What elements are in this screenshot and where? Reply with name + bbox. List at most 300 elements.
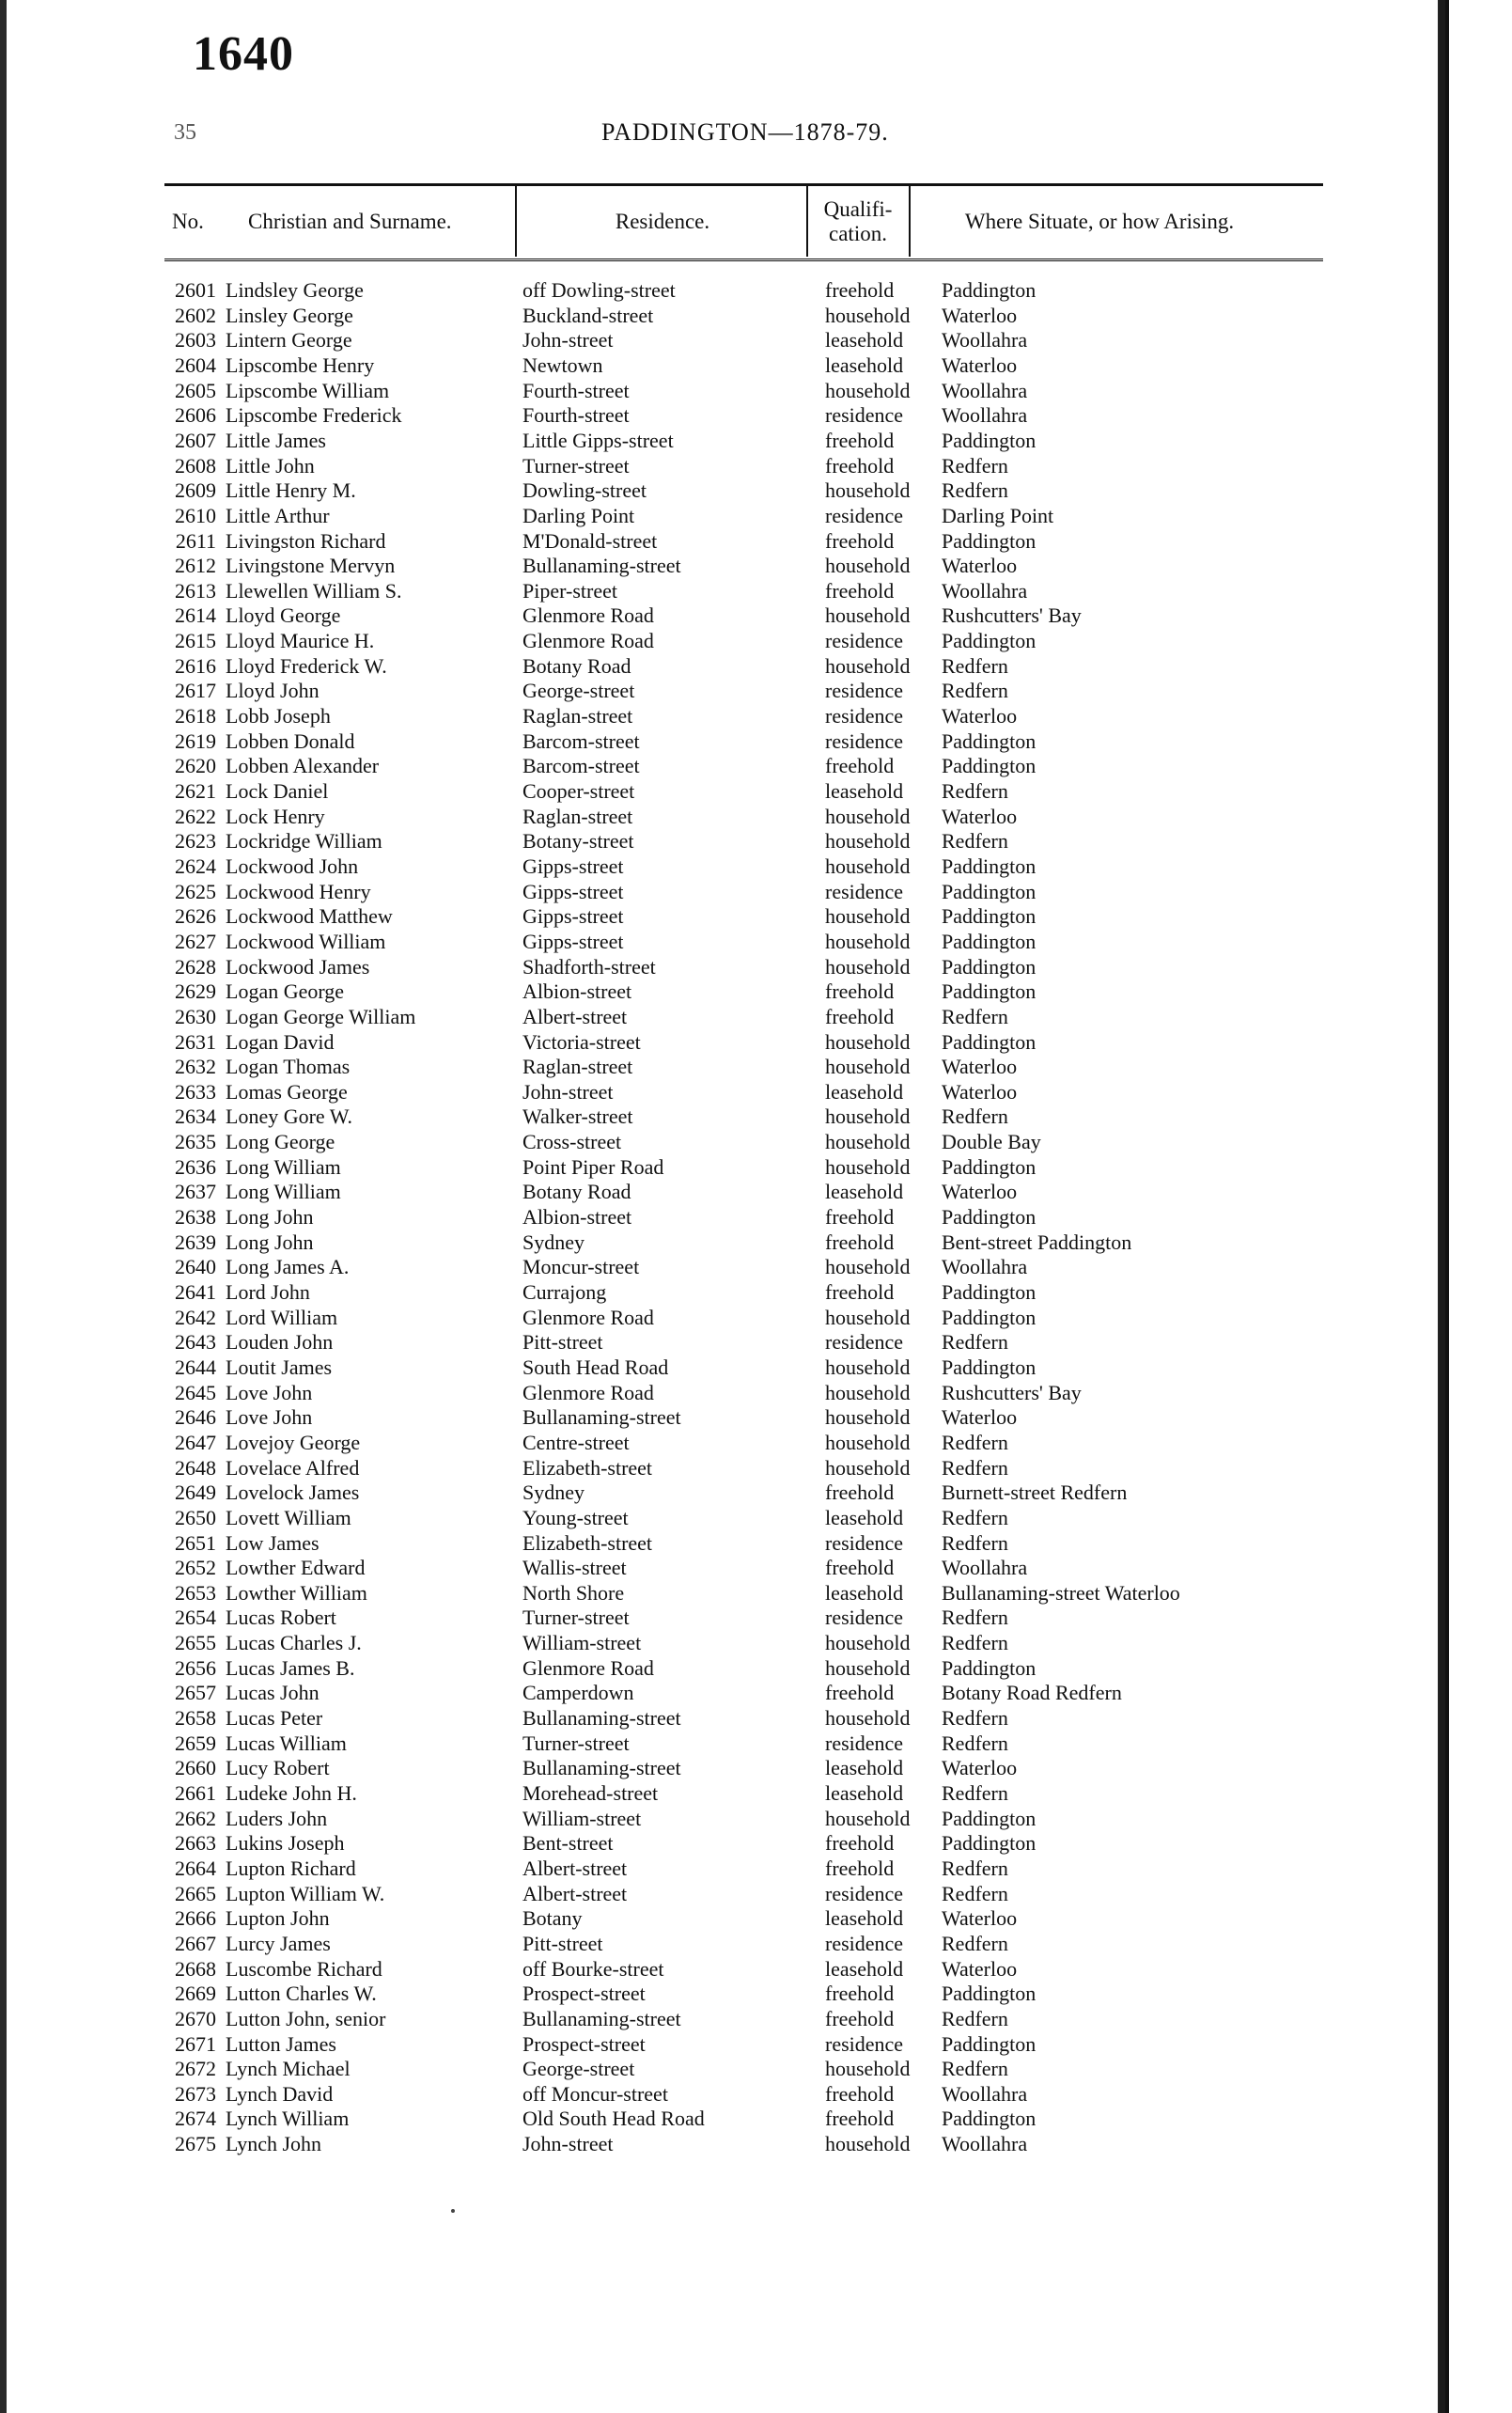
where-situate: Paddington bbox=[942, 904, 1037, 928]
elector-name: Llewellen William S. bbox=[226, 579, 402, 603]
qualification: freehold bbox=[825, 579, 895, 603]
qualification: leasehold bbox=[825, 1581, 904, 1605]
residence: Cooper-street bbox=[522, 779, 635, 803]
elector-name: Lockwood Matthew bbox=[226, 904, 393, 928]
qualification: household bbox=[825, 1456, 911, 1480]
where-situate: Paddington bbox=[942, 1155, 1037, 1179]
entry-number: 2658 bbox=[175, 1706, 216, 1730]
residence: Botany Road bbox=[522, 654, 631, 678]
entry-number: 2649 bbox=[175, 1481, 216, 1504]
where-situate: Redfern bbox=[942, 1932, 1008, 1955]
residence: Albert-street bbox=[522, 1857, 628, 1880]
qualification: leasehold bbox=[825, 1180, 904, 1203]
qualification: residence bbox=[825, 1731, 904, 1755]
header-top-rule bbox=[164, 183, 1323, 186]
entry-number: 2665 bbox=[175, 1882, 216, 1905]
entry-number: 2647 bbox=[175, 1431, 216, 1454]
entry-number: 2652 bbox=[175, 1556, 216, 1579]
entry-number: 2602 bbox=[175, 304, 216, 327]
entry-number: 2663 bbox=[175, 1831, 216, 1855]
residence: South Head Road bbox=[522, 1355, 669, 1379]
elector-name: Louden John bbox=[226, 1330, 334, 1354]
qualification: freehold bbox=[825, 2107, 895, 2130]
entry-number: 2655 bbox=[175, 1631, 216, 1654]
where-situate: Redfern bbox=[942, 1431, 1008, 1454]
where-situate: Paddington bbox=[942, 629, 1037, 652]
entry-number: 2612 bbox=[175, 554, 216, 577]
elector-name: Logan David bbox=[226, 1030, 335, 1054]
residence: Raglan-street bbox=[522, 704, 633, 728]
qualification: freehold bbox=[825, 754, 895, 777]
residence: Point Piper Road bbox=[522, 1155, 664, 1179]
elector-name: Lloyd John bbox=[226, 679, 320, 702]
qualification: household bbox=[825, 955, 911, 979]
qualification: freehold bbox=[825, 1005, 895, 1028]
entry-number: 2604 bbox=[175, 353, 216, 377]
elector-name: Lurcy James bbox=[226, 1932, 331, 1955]
entry-number: 2601 bbox=[175, 278, 216, 302]
entry-number: 2607 bbox=[175, 429, 216, 452]
entry-number: 2659 bbox=[175, 1731, 216, 1755]
residence: Shadforth-street bbox=[522, 955, 656, 979]
scan-left-edge bbox=[0, 0, 7, 2413]
entry-number: 2640 bbox=[175, 1255, 216, 1278]
residence: George-street bbox=[522, 2057, 635, 2080]
where-situate: Woollahra bbox=[942, 2132, 1028, 2155]
where-situate: Redfern bbox=[942, 2007, 1008, 2030]
where-situate: Redfern bbox=[942, 1606, 1008, 1629]
qualification: residence bbox=[825, 2032, 904, 2056]
adjacent-page-strip bbox=[1445, 0, 1512, 2413]
qualification: residence bbox=[825, 1882, 904, 1905]
entry-number: 2616 bbox=[175, 654, 216, 678]
entry-number: 2606 bbox=[175, 403, 216, 427]
where-situate: Paddington bbox=[942, 880, 1037, 903]
residence: Glenmore Road bbox=[522, 629, 654, 652]
residence: North Shore bbox=[522, 1581, 625, 1605]
entry-number: 2657 bbox=[175, 1681, 216, 1704]
entry-number: 2620 bbox=[175, 754, 216, 777]
residence: William-street bbox=[522, 1807, 642, 1830]
entry-number: 2666 bbox=[175, 1906, 216, 1930]
where-situate: Rushcutters' Bay bbox=[942, 603, 1082, 627]
elector-name: Lindsley George bbox=[226, 278, 364, 302]
residence: M'Donald-street bbox=[522, 529, 658, 553]
elector-name: Little Henry M. bbox=[226, 478, 356, 502]
qualification: freehold bbox=[825, 1205, 895, 1229]
elector-name: Lobben Alexander bbox=[226, 754, 380, 777]
residence: Dowling-street bbox=[522, 478, 647, 502]
where-situate: Paddington bbox=[942, 2107, 1037, 2130]
residence: Cross-street bbox=[522, 1130, 622, 1153]
where-situate: Woollahra bbox=[942, 379, 1028, 402]
where-situate: Woollahra bbox=[942, 403, 1028, 427]
qualification: leasehold bbox=[825, 1080, 904, 1104]
residence: Camperdown bbox=[522, 1681, 634, 1704]
elector-name: Ludeke John H. bbox=[226, 1781, 357, 1805]
where-situate: Redfern bbox=[942, 1706, 1008, 1730]
residence: Botany-street bbox=[522, 829, 634, 853]
qualification: residence bbox=[825, 1330, 904, 1354]
qualification: freehold bbox=[825, 1831, 895, 1855]
entry-number: 2630 bbox=[175, 1005, 216, 1028]
header-name: Christian and Surname. bbox=[248, 210, 452, 233]
residence: Wallis-street bbox=[522, 1556, 627, 1579]
residence: Albert-street bbox=[522, 1882, 628, 1905]
residence: Albert-street bbox=[522, 1005, 628, 1028]
where-situate: Waterloo bbox=[942, 353, 1018, 377]
residence: Raglan-street bbox=[522, 1055, 633, 1078]
qualification: freehold bbox=[825, 979, 895, 1003]
entry-number: 2631 bbox=[175, 1030, 216, 1054]
where-situate: Waterloo bbox=[942, 1080, 1018, 1104]
entry-number: 2629 bbox=[175, 979, 216, 1003]
entry-number: 2608 bbox=[175, 454, 216, 478]
elector-name: Lucas John bbox=[226, 1681, 320, 1704]
residence: Botany Road bbox=[522, 1180, 631, 1203]
qualification: household bbox=[825, 2057, 911, 2080]
where-situate: Waterloo bbox=[942, 304, 1018, 327]
entry-number: 2675 bbox=[175, 2132, 216, 2155]
entry-number: 2645 bbox=[175, 1381, 216, 1404]
header-residence: Residence. bbox=[615, 210, 710, 233]
residence: off Bourke-street bbox=[522, 1957, 664, 1981]
entry-number: 2633 bbox=[175, 1080, 216, 1104]
elector-name: Lockridge William bbox=[226, 829, 382, 853]
residence: off Moncur-street bbox=[522, 2082, 668, 2106]
elector-name: Lucas Peter bbox=[226, 1706, 323, 1730]
elector-name: Long James A. bbox=[226, 1255, 350, 1278]
elector-name: Lukins Joseph bbox=[226, 1831, 345, 1855]
qualification: household bbox=[825, 805, 911, 828]
qualification: freehold bbox=[825, 1280, 895, 1304]
elector-name: Long John bbox=[226, 1205, 314, 1229]
elector-name: Lynch John bbox=[226, 2132, 322, 2155]
elector-name: Lovejoy George bbox=[226, 1431, 361, 1454]
where-situate: Paddington bbox=[942, 278, 1037, 302]
where-situate: Woollahra bbox=[942, 1255, 1028, 1278]
entry-number: 2660 bbox=[175, 1756, 216, 1779]
entry-number: 2628 bbox=[175, 955, 216, 979]
elector-name: Lovelock James bbox=[226, 1481, 360, 1504]
qualification: leasehold bbox=[825, 328, 904, 352]
where-situate: Paddington bbox=[942, 1807, 1037, 1830]
residence: Fourth-street bbox=[522, 379, 630, 402]
qualification: household bbox=[825, 554, 911, 577]
where-situate: Redfern bbox=[942, 2057, 1008, 2080]
entry-number: 2619 bbox=[175, 729, 216, 753]
elector-name: Lloyd Frederick W. bbox=[226, 654, 387, 678]
where-situate: Redfern bbox=[942, 1857, 1008, 1880]
qualification: leasehold bbox=[825, 353, 904, 377]
qualification: freehold bbox=[825, 529, 895, 553]
entry-number: 2609 bbox=[175, 478, 216, 502]
qualification: household bbox=[825, 478, 911, 502]
elector-name: Linsley George bbox=[226, 304, 353, 327]
qualification: leasehold bbox=[825, 1781, 904, 1805]
residence: Albion-street bbox=[522, 979, 632, 1003]
residence: Bullanaming-street bbox=[522, 1706, 681, 1730]
qualification: household bbox=[825, 930, 911, 953]
qualification: household bbox=[825, 1706, 911, 1730]
elector-name: Lovelace Alfred bbox=[226, 1456, 360, 1480]
qualification: freehold bbox=[825, 1857, 895, 1880]
where-situate: Redfern bbox=[942, 679, 1008, 702]
where-situate: Redfern bbox=[942, 1531, 1008, 1555]
elector-name: Lobben Donald bbox=[226, 729, 355, 753]
qualification: household bbox=[825, 603, 911, 627]
residence: John-street bbox=[522, 2132, 614, 2155]
entry-number: 2641 bbox=[175, 1280, 216, 1304]
where-situate: Redfern bbox=[942, 1005, 1008, 1028]
residence: Turner-street bbox=[522, 1731, 630, 1755]
residence: Elizabeth-street bbox=[522, 1456, 653, 1480]
qualification: residence bbox=[825, 880, 904, 903]
entry-number: 2613 bbox=[175, 579, 216, 603]
entry-number: 2651 bbox=[175, 1531, 216, 1555]
where-situate: Waterloo bbox=[942, 554, 1018, 577]
entry-number: 2667 bbox=[175, 1932, 216, 1955]
handwritten-folio-number: 1640 bbox=[193, 27, 294, 81]
where-situate: Redfern bbox=[942, 478, 1008, 502]
residence: Bullanaming-street bbox=[522, 1756, 681, 1779]
elector-name: Lupton Richard bbox=[226, 1857, 356, 1880]
entry-number: 2671 bbox=[175, 2032, 216, 2056]
qualification: residence bbox=[825, 704, 904, 728]
qualification: household bbox=[825, 854, 911, 878]
elector-name: Low James bbox=[226, 1531, 320, 1555]
elector-name: Lipscombe Frederick bbox=[226, 403, 402, 427]
where-situate: Redfern bbox=[942, 779, 1008, 803]
where-situate: Waterloo bbox=[942, 1906, 1018, 1930]
residence: Walker-street bbox=[522, 1105, 633, 1128]
entry-number: 2673 bbox=[175, 2082, 216, 2106]
entry-number: 2625 bbox=[175, 880, 216, 903]
elector-name: Loney Gore W. bbox=[226, 1105, 353, 1128]
residence: Fourth-street bbox=[522, 403, 630, 427]
qualification: residence bbox=[825, 629, 904, 652]
elector-name: Lutton Charles W. bbox=[226, 1982, 377, 2005]
where-situate: Waterloo bbox=[942, 1957, 1018, 1981]
entry-number: 2603 bbox=[175, 328, 216, 352]
entry-number: 2615 bbox=[175, 629, 216, 652]
elector-name: Lockwood John bbox=[226, 854, 359, 878]
qualification: household bbox=[825, 2132, 911, 2155]
where-situate: Paddington bbox=[942, 754, 1037, 777]
qualification: household bbox=[825, 1381, 911, 1404]
qualification: household bbox=[825, 1431, 911, 1454]
where-situate: Darling Point bbox=[942, 504, 1054, 527]
residence: Sydney bbox=[522, 1481, 585, 1504]
elector-name: Lucas James B. bbox=[226, 1656, 355, 1680]
where-situate: Bent-street Paddington bbox=[942, 1230, 1132, 1254]
where-situate: Paddington bbox=[942, 1306, 1037, 1329]
entry-number: 2622 bbox=[175, 805, 216, 828]
entry-number: 2611 bbox=[175, 529, 216, 553]
qualification: freehold bbox=[825, 1681, 895, 1704]
residence: Glenmore Road bbox=[522, 1306, 654, 1329]
residence: Gipps-street bbox=[522, 854, 624, 878]
qualification: household bbox=[825, 654, 911, 678]
entry-number: 2637 bbox=[175, 1180, 216, 1203]
where-situate: Redfern bbox=[942, 1105, 1008, 1128]
where-situate: Paddington bbox=[942, 1355, 1037, 1379]
elector-name: Logan George bbox=[226, 979, 345, 1003]
qualification: freehold bbox=[825, 2082, 895, 2106]
where-situate: Waterloo bbox=[942, 704, 1018, 728]
qualification: freehold bbox=[825, 454, 895, 478]
entry-number: 2669 bbox=[175, 1982, 216, 2005]
where-situate: Redfern bbox=[942, 1882, 1008, 1905]
qualification: household bbox=[825, 1405, 911, 1429]
where-situate: Paddington bbox=[942, 2032, 1037, 2056]
entry-number: 2661 bbox=[175, 1781, 216, 1805]
where-situate: Paddington bbox=[942, 979, 1037, 1003]
entry-number: 2623 bbox=[175, 829, 216, 853]
elector-name: Lutton James bbox=[226, 2032, 336, 2056]
entry-number: 2643 bbox=[175, 1330, 216, 1354]
where-situate: Paddington bbox=[942, 1205, 1037, 1229]
elector-name: Loutit James bbox=[226, 1355, 333, 1379]
residence: Moncur-street bbox=[522, 1255, 640, 1278]
qualification: freehold bbox=[825, 1556, 895, 1579]
header-qualification-line1: Qualifi- bbox=[823, 197, 893, 221]
elector-name: Lockwood William bbox=[226, 930, 386, 953]
elector-name: Lowther William bbox=[226, 1581, 367, 1605]
entry-number: 2618 bbox=[175, 704, 216, 728]
elector-name: Lloyd Maurice H. bbox=[226, 629, 375, 652]
elector-name: Lintern George bbox=[226, 328, 352, 352]
qualification: leasehold bbox=[825, 1756, 904, 1779]
entry-number: 2642 bbox=[175, 1306, 216, 1329]
qualification: leasehold bbox=[825, 1957, 904, 1981]
header-qualification bbox=[808, 188, 908, 256]
entry-number: 2654 bbox=[175, 1606, 216, 1629]
qualification: freehold bbox=[825, 278, 895, 302]
entry-number: 2617 bbox=[175, 679, 216, 702]
entry-number: 2605 bbox=[175, 379, 216, 402]
where-situate: Paddington bbox=[942, 1280, 1037, 1304]
where-situate: Rushcutters' Bay bbox=[942, 1381, 1082, 1404]
residence: William-street bbox=[522, 1631, 642, 1654]
where-situate: Woollahra bbox=[942, 1556, 1028, 1579]
residence: Glenmore Road bbox=[522, 1381, 654, 1404]
residence: Morehead-street bbox=[522, 1781, 659, 1805]
entry-number: 2672 bbox=[175, 2057, 216, 2080]
entry-number: 2632 bbox=[175, 1055, 216, 1078]
entry-number: 2656 bbox=[175, 1656, 216, 1680]
entry-number: 2610 bbox=[175, 504, 216, 527]
residence: Turner-street bbox=[522, 454, 630, 478]
entry-number: 2614 bbox=[175, 603, 216, 627]
elector-name: Lowther Edward bbox=[226, 1556, 366, 1579]
qualification: household bbox=[825, 1130, 911, 1153]
header-no: No. bbox=[172, 210, 204, 233]
where-situate: Waterloo bbox=[942, 1405, 1018, 1429]
qualification: freehold bbox=[825, 1230, 895, 1254]
elector-name: Lynch Michael bbox=[226, 2057, 351, 2080]
where-situate: Paddington bbox=[942, 429, 1037, 452]
running-head: PADDINGTON—1878-79. bbox=[601, 118, 889, 146]
qualification: freehold bbox=[825, 1982, 895, 2005]
qualification: household bbox=[825, 1255, 911, 1278]
where-situate: Woollahra bbox=[942, 579, 1028, 603]
qualification: household bbox=[825, 1155, 911, 1179]
entry-number: 2626 bbox=[175, 904, 216, 928]
elector-name: Lutton John, senior bbox=[226, 2007, 386, 2030]
residence: Glenmore Road bbox=[522, 1656, 654, 1680]
where-situate: Paddington bbox=[942, 854, 1037, 878]
residence: Glenmore Road bbox=[522, 603, 654, 627]
entry-number: 2636 bbox=[175, 1155, 216, 1179]
residence: Elizabeth-street bbox=[522, 1531, 653, 1555]
where-situate: Paddington bbox=[942, 1030, 1037, 1054]
residence: Currajong bbox=[522, 1280, 607, 1304]
entry-number: 2639 bbox=[175, 1230, 216, 1254]
residence: Newtown bbox=[522, 353, 603, 377]
residence: Victoria-street bbox=[522, 1030, 641, 1054]
qualification: household bbox=[825, 1055, 911, 1078]
header-qualification-line2: cation. bbox=[829, 222, 887, 245]
elector-name: Logan George William bbox=[226, 1005, 416, 1028]
residence: Albion-street bbox=[522, 1205, 632, 1229]
residence: George-street bbox=[522, 679, 635, 702]
where-situate: Paddington bbox=[942, 729, 1037, 753]
entry-number: 2650 bbox=[175, 1506, 216, 1529]
elector-name: Love John bbox=[226, 1405, 313, 1429]
where-situate: Burnett-street Redfern bbox=[942, 1481, 1128, 1504]
residence: Buckland-street bbox=[522, 304, 654, 327]
residence: off Dowling-street bbox=[522, 278, 676, 302]
elector-name: Livingstone Mervyn bbox=[226, 554, 396, 577]
entry-number: 2635 bbox=[175, 1130, 216, 1153]
where-situate: Redfern bbox=[942, 1781, 1008, 1805]
elector-name: Lynch David bbox=[226, 2082, 334, 2106]
where-situate: Botany Road Redfern bbox=[942, 1681, 1122, 1704]
where-situate: Bullanaming-street Waterloo bbox=[942, 1581, 1180, 1605]
elector-name: Lucas Charles J. bbox=[226, 1631, 362, 1654]
residence: Pitt-street bbox=[522, 1330, 603, 1354]
entry-number: 2627 bbox=[175, 930, 216, 953]
entry-number: 2638 bbox=[175, 1205, 216, 1229]
qualification: freehold bbox=[825, 429, 895, 452]
entry-number: 2648 bbox=[175, 1456, 216, 1480]
qualification: household bbox=[825, 904, 911, 928]
elector-name: Lockwood Henry bbox=[226, 880, 371, 903]
qualification: residence bbox=[825, 679, 904, 702]
elector-name: Lucas William bbox=[226, 1731, 347, 1755]
elector-name: Little John bbox=[226, 454, 315, 478]
qualification: household bbox=[825, 304, 911, 327]
qualification: household bbox=[825, 1105, 911, 1128]
elector-name: Long John bbox=[226, 1230, 314, 1254]
residence: Gipps-street bbox=[522, 930, 624, 953]
residence: John-street bbox=[522, 1080, 614, 1104]
residence: Bullanaming-street bbox=[522, 1405, 681, 1429]
entry-number: 2644 bbox=[175, 1355, 216, 1379]
where-situate: Paddington bbox=[942, 529, 1037, 553]
residence: Turner-street bbox=[522, 1606, 630, 1629]
where-situate: Waterloo bbox=[942, 1180, 1018, 1203]
where-situate: Redfern bbox=[942, 1731, 1008, 1755]
elector-name: Little James bbox=[226, 429, 326, 452]
where-situate: Paddington bbox=[942, 955, 1037, 979]
entry-number: 2670 bbox=[175, 2007, 216, 2030]
elector-name: Lipscombe Henry bbox=[226, 353, 375, 377]
entry-number: 2646 bbox=[175, 1405, 216, 1429]
elector-name: Livingston Richard bbox=[226, 529, 386, 553]
entry-number: 2662 bbox=[175, 1807, 216, 1830]
